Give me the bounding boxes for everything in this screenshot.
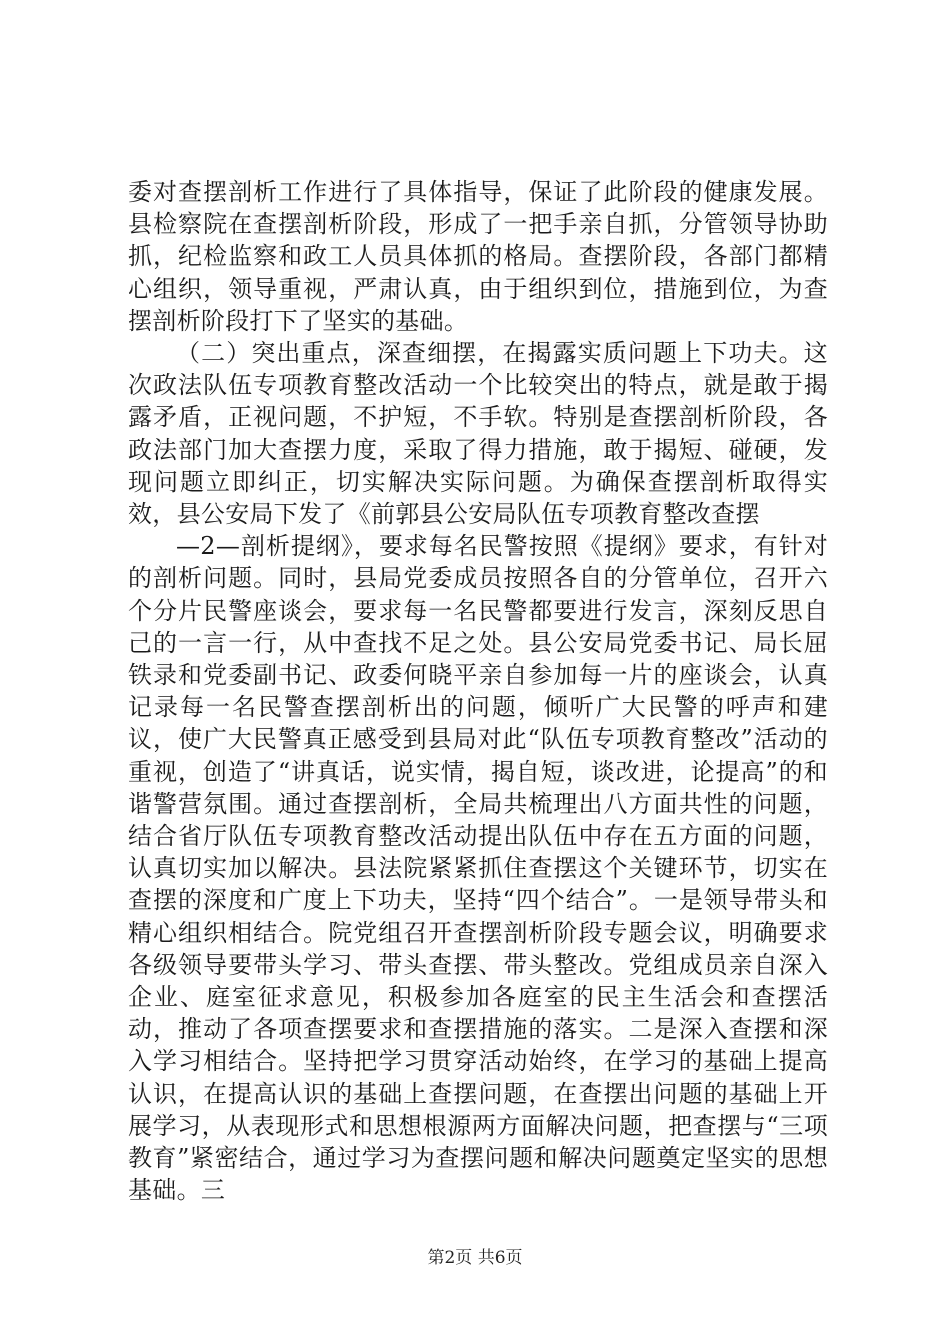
document-body (128, 176, 828, 1207)
paragraph-3: —2—剖析提纲》，要求每名民警按照《提纲》要求，有针对的剖析问题。同时，县局党委成员按照各自的分管单位，召开六个分片民警座谈会，要求每一名民警都要进行发言，深刻反思自己的一言一行，从中查找不足之处。县公安局党委书记、局长屈铁录和党委副书记、政委何晓平亲自参加每一片的座谈会，认真记录每一名民警查摆剖析出的问题，倾听广大民警的呼声和建议，使广大民警真正感受到县局对此“队伍专项教育整改”活动的重视，创造了“讲真话，说实情，揭自短，谈改进，论提高”的和谐警营氛围。通过查摆剖析，全局共梳理出八方面共性的问题，结合省厅队伍专项教育整改活动提出队伍中存在五方面的问题，认真切实加以解决。县法院紧紧抓住查摆这个关键环节，切实在查摆的深度和广度上下功夫，坚持“四个结合”。一是领导带头和精心组织相结合。院党组召开查摆剖析阶段专题会议，明确要求各级领导要带头学习、带头查摆、带头整改。党组成员亲自深入企业、庭室征求意见，积极参加各庭室的民主生活会和查摆活动，推动了各项查摆要求和查摆措施的落实。二是深入查摆和深入学习相结合。坚持把学习贯穿活动始终，在学习的基础上提高认识，在提高认识的基础上查摆问题，在查摆出问题的基础上开展学习，从表现形式和思想根源两方面解决问题，把查摆与“三项教育”紧密结合，通过学习为查摆问题和解决问题奠定坚实的思想基础。三 (128, 532, 828, 1205)
page-footer: 第2页 共6页 (427, 1248, 523, 1268)
paragraph-1: 委对查摆剖析工作进行了具体指导，保证了此阶段的健康发展。县检察院在查摆剖析阶段，形成了一把手亲自抓，分管领导协助抓，纪检监察和政工人员具体抓的格局。查摆阶段，各部门都精心组织，领导重视，严肃认真，由于组织到位，措施到位，为查摆剖析阶段打下了坚实的基础。 (128, 178, 828, 335)
paragraph-2: （二）突出重点，深查细摆，在揭露实质问题上下功夫。这次政法队伍专项教育整改活动一个比较突出的特点，就是敢于揭露矛盾，正视问题，不护短，不手软。特别是查摆剖析阶段，各政法部门加大查摆力度，采取了得力措施，敢于揭短、碰硬，发现问题立即纠正，切实解决实际问题。为确保查摆剖析取得实效，县公安局下发了《前郭县公安局队伍专项教育整改查摆 (128, 339, 828, 529)
